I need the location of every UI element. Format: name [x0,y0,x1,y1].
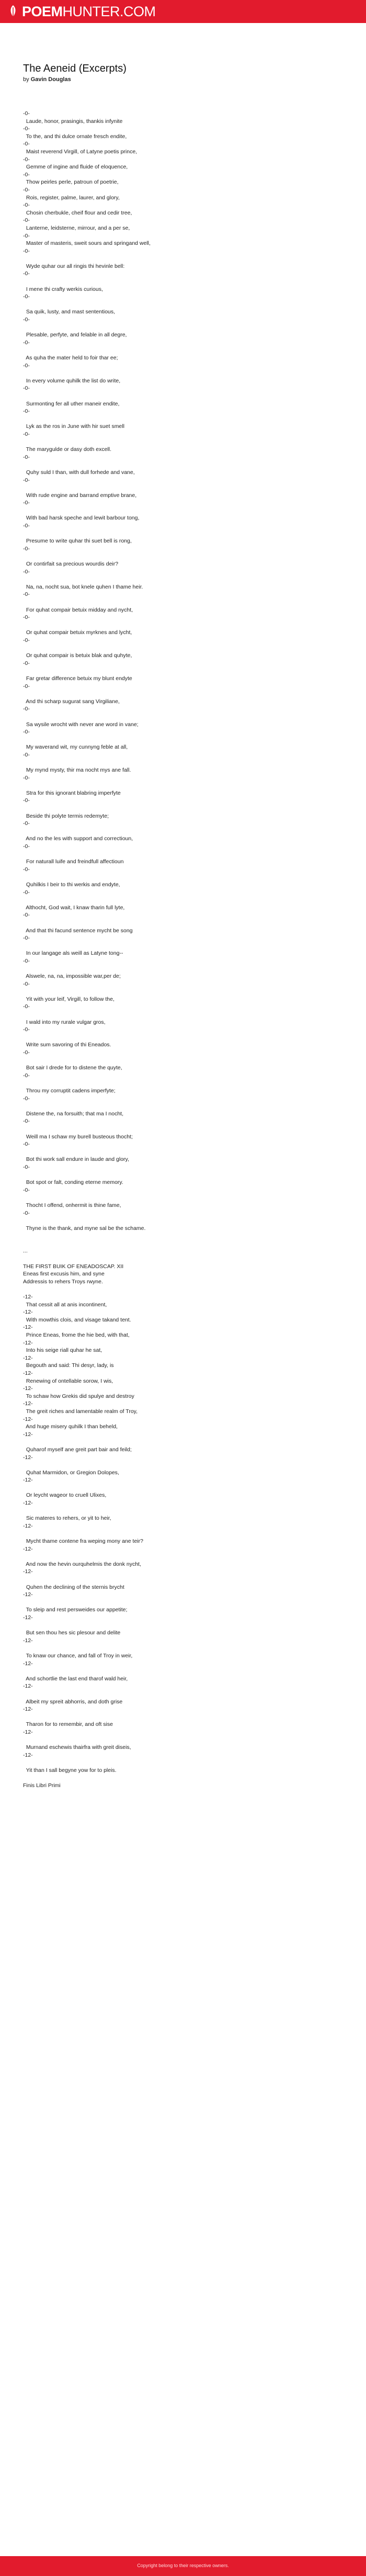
poem-line: -12- [23,1339,33,1346]
poem-line [23,484,337,492]
poem-line [23,828,337,835]
poem-line: And huge misery quhilk I than beheld, [23,1423,118,1430]
poem-line: Bot thi work sall endure in laude and glory, [23,1156,129,1163]
poem-line: Yit than I sall begyne yow for to pleis. [23,1767,117,1773]
poem-line: Quhat Marmidon, or Gregion Dolopes, [23,1469,119,1476]
poem-line [23,507,337,515]
poem-line: Addressis to rehers Troys rwyne. [23,1278,103,1285]
poem-line: -12- [23,1522,33,1529]
poem-line: -0- [23,1003,30,1010]
poem-line: And no the les with support and correctioun, [23,835,133,842]
poem-line: Write sum savoring of thi Eneados. [23,1042,111,1048]
poem-line: Throu my corruptit cadens imperfyte; [23,1088,116,1094]
poem-line: -12- [23,1477,33,1484]
poem-line: -12- [23,1614,33,1621]
poem-line: THE FIRST BUIK OF ENEADOSCAP. XII [23,1263,124,1270]
poem-line: Begouth and said: Thi desyr, lady, is [23,1362,114,1369]
poem-line [23,1102,337,1110]
poem-line: Lanterne, leidsterne, mirrour, and a per se, [23,224,130,231]
poem-line: Bot sair I drede for to distene the quyte, [23,1065,122,1071]
poem-line: For naturall luife and freindfull affectioun [23,858,124,865]
poem-line [23,622,337,629]
poem-line: -12- [23,1568,33,1575]
poem-line [23,942,337,950]
poem-line: -12- [23,1294,33,1301]
poem-line: Na, na, nocht sua, bot knele quhen I thame heir. [23,583,143,590]
poem-author-link[interactable]: Gavin Douglas [30,76,71,83]
poem-line [23,1079,337,1087]
poem-line: -0- [23,385,30,392]
poem-line: -0- [23,110,30,117]
poem-line: -0- [23,186,30,193]
poem-line: -0- [23,339,30,346]
poem-line: -0- [23,1163,30,1170]
poem-line: -0- [23,477,30,483]
poem-line: Albeit my spreit abhorris, and doth grise [23,1698,123,1705]
poem-line: Or quhat compair betuix myrknes and lycht, [23,629,132,636]
poem-line [23,851,337,858]
poem-line [23,713,337,721]
poem-line: -0- [23,1072,30,1079]
poem-line [23,1232,337,1240]
poem-line [23,965,337,973]
poem-line [23,1667,337,1675]
poem-line: Laude, honor, prasingis, thankis infynite [23,118,123,125]
poem-line [23,690,337,698]
poem-line: -0- [23,217,30,224]
logo-text-light: HUNTER.COM [62,4,156,19]
poem-line: My mynd mysty, thir ma nocht mys ane fall. [23,767,131,774]
poem-line: Alswele, na, na, impossible war,per de; [23,973,121,980]
poem-line: But sen thou hes sic plesour and delite [23,1630,121,1636]
poem-line: That cessit all at anis incontinent, [23,1301,107,1308]
poem-line: -12- [23,1637,33,1644]
poem-title: The Aeneid (Excerpts) [23,63,127,74]
poem-line [23,301,337,309]
poem-line: The marygulde or dasy doth excell. [23,446,112,453]
poem-line: Sa quik, lusty, and mast sententious, [23,309,116,315]
poem-line [23,736,337,744]
poem-line: -0- [23,523,30,529]
poem-line: -12- [23,1385,33,1392]
poem-line: In every volume quhilk the list do write, [23,377,121,384]
poem-line: Quharof myself ane greit part bair and feild; [23,1446,132,1453]
poem-line: -0- [23,706,30,713]
poem-line [23,1255,337,1263]
poem-line: Or leycht wageor to cruell Ulixes, [23,1492,107,1499]
poem-line: -0- [23,431,30,437]
poem-line: Eneas first excusis him, and syne [23,1271,105,1278]
poem-line: -0- [23,545,30,552]
poem-line: -0- [23,660,30,666]
poem-line: Surmonting fer all uther maneir endite, [23,400,120,407]
site-footer [0,2556,366,2576]
poem-line [23,415,337,423]
poem-line: -0- [23,1187,30,1193]
poem-line: -12- [23,1454,33,1461]
poem-line: Far gretar difference betuix my blunt endyte [23,675,132,682]
poem-line [23,1644,337,1652]
poem-line [23,1171,337,1179]
poem-line: As quha the mater held to foir thar ee; [23,355,118,361]
poem-line: Chosin cherbukle, cheif flour and cedir tree, [23,209,132,216]
poem-line: -12- [23,1416,33,1422]
poem-line: To knaw our chance, and fall of Troy in weir, [23,1652,133,1659]
poem-line: Althocht, God wait, I knaw tharin full lyte, [23,904,125,911]
poem-line [23,1736,337,1744]
poem-line: Quhy suld I than, with dull forhede and vane, [23,469,135,476]
poem-line: -0- [23,568,30,575]
poem-line: -0- [23,232,30,239]
poem-line: -0- [23,126,30,132]
poem-line: -0- [23,866,30,873]
poem-line: Rois, register, palme, laurer, and glory, [23,194,120,201]
poem-line: Thyne is the thank, and myne sal be the schame. [23,1225,146,1231]
poem-line [23,278,337,286]
poem-line: -0- [23,1210,30,1216]
poem-line: -0- [23,293,30,300]
poem-line: Bot spot or falt, conding eterne memory. [23,1179,123,1186]
poem-line [23,919,337,927]
poem-line: Maist reverend Virgill, of Latyne poetis prince, [23,148,138,155]
poem-line: And that thi facund sentence mycht be song [23,927,133,934]
poem-line: -0- [23,270,30,277]
poem-line [23,598,337,606]
poem-line [23,1438,337,1446]
poem-line: Thocht I offend, onhermit is thine fame, [23,1202,121,1208]
poem-line [23,759,337,766]
poem-line: -12- [23,1309,33,1316]
poem-line: Mycht thame contene fra weping mony ane teir? [23,1538,143,1545]
poem-line: -0- [23,980,30,987]
poem-line: Weill ma I schaw my burell busteous thocht; [23,1133,133,1140]
poem-line [23,1194,337,1202]
poem-line [23,1484,337,1492]
poem-line [23,530,337,538]
poem-line: -0- [23,247,30,254]
poem-line: Stra for this ignorant blabring imperfyte [23,789,121,796]
poem-line: Prince Eneas, frome the hie bed, with that, [23,1332,130,1338]
poem-line: Sa wysile wrocht with never ane word in vane; [23,721,139,728]
poem-line: -0- [23,1026,30,1033]
poem-line: Distene the, na forsuith; that ma I nocht, [23,1110,124,1117]
poem-line [23,1622,337,1630]
poem-line: With bad harsk speche and lewit barbour tong, [23,515,140,522]
poem-line: To schaw how Grekis did spulye and destroy [23,1393,134,1399]
poem-line: -0- [23,935,30,942]
poem-line: Quhilkis I beir to thi werkis and endyte, [23,881,120,888]
poem-line [23,782,337,789]
poem-line: The greit riches and lamentable realm of Troy, [23,1408,138,1415]
poem-line: Murnand eschewis thairfra with greit diseis, [23,1744,131,1751]
site-logo[interactable] [7,4,156,19]
poem-line: -12- [23,1660,33,1667]
poem-line: Into his seige riall quhar he sat, [23,1347,102,1354]
poem-line [23,1034,337,1042]
poem-line: -0- [23,591,30,598]
quill-pen-icon [7,5,19,18]
poem-line: ... [23,1248,28,1255]
poem-line: Sic materes to rehers, or yit to heir, [23,1515,111,1522]
poem-line: -0- [23,843,30,850]
poem-line: With rude engine and barrand emptive brane, [23,492,137,499]
poem-line: -0- [23,957,30,964]
poem-line [23,461,337,469]
poem-line [23,575,337,583]
poem-line: -0- [23,751,30,758]
poem-line: Yit with your leif, Virgill, to follow the, [23,996,115,1002]
poem-line: -12- [23,1354,33,1361]
poem-line: -0- [23,408,30,415]
poem-line: -0- [23,683,30,690]
poem-line [23,392,337,400]
poem-line: With mowthis clois, and visage takand tent. [23,1316,131,1323]
poem-line: -0- [23,156,30,163]
poem-line: -12- [23,1752,33,1758]
poem-line: -0- [23,729,30,736]
poem-line: I wald into my rurale vulgar gros, [23,1019,106,1025]
poem-line: -12- [23,1370,33,1376]
poem-line: -12- [23,1706,33,1713]
footer-copyright: Copyright belong to their respective owners. [137,2563,229,2568]
poem-line: In our langage als weill as Latyne tong-- [23,950,123,957]
poem-line: -0- [23,1049,30,1056]
poem-line: Quhen the declining of the sternis brycht [23,1584,124,1590]
poem-line: -0- [23,171,30,178]
poem-line: -0- [23,889,30,896]
poem-line [23,988,337,996]
poem-line: Wyde quhar our all ringis thi hevinle bell: [23,263,125,269]
poem-line: -12- [23,1431,33,1438]
poem-line [23,1125,337,1133]
poem-line [23,1057,337,1065]
poem-line: Lyk as the ros in June with hir suet smell [23,423,124,430]
poem-line [23,369,337,377]
poem-line [23,1553,337,1561]
poem-line [23,896,337,904]
poem-line: Master of masteris, sweit sours and springand well, [23,240,151,247]
poem-line [23,255,337,263]
poem-line: Or contirfait sa precious wourdis deir? [23,561,119,568]
poem-line: -0- [23,317,30,323]
poem-line: Plesable, perfyte, and felable in all degre, [23,332,127,338]
poem-line: -0- [23,1141,30,1148]
poem-line: Or quhat compair is betuix blak and quhyte, [23,652,132,659]
poem-line [23,1240,337,1248]
poem-line [23,645,337,652]
poem-line [23,1217,337,1225]
poem-line: -12- [23,1400,33,1407]
poem-line: -0- [23,141,30,148]
poem-line: -12- [23,1500,33,1507]
poem-line: My waverand wit, my cunnyng feble at all, [23,744,128,751]
poem-line [23,552,337,560]
poem-line: -0- [23,637,30,643]
poem-line: -0- [23,820,30,827]
poem-line: -0- [23,614,30,621]
poem-line: -0- [23,1095,30,1102]
poem-line: For quhat compair betuix midday and nycht, [23,606,133,613]
poem-line: -0- [23,1118,30,1125]
poem-line: Finis Libri Primi [23,1782,61,1789]
poem-line: And schortlie the last end tharof wald heir, [23,1675,128,1682]
poem-line: -0- [23,454,30,460]
logo-text [22,4,156,19]
site-header [0,0,366,23]
poem-line [23,1690,337,1698]
poem-line [23,1599,337,1607]
poem-line: I mene thi crafty werkis curious, [23,286,103,292]
poem-line: And now the hevin ourquhelmis the donk nycht, [23,1561,141,1567]
poem-byline [23,76,71,83]
poem-line: -0- [23,202,30,209]
poem-line [23,1530,337,1538]
poem-line: To the, and thi dulce ornate fresch endite, [23,133,127,140]
poem-line [23,1713,337,1721]
poem-line [23,1774,337,1782]
poem-line: Thow peirles perle, patroun of poetrie, [23,179,119,186]
poem-line: -12- [23,1545,33,1552]
poem-line [23,438,337,446]
poem-line: -12- [23,1324,33,1331]
poem-line: Gemme of ingine and fluide of eloquence, [23,164,128,171]
poem-line: Presume to write quhar thi suet bell is rong, [23,538,132,545]
poem-line [23,1759,337,1767]
poem-line [23,324,337,332]
poem-line: And thi scharp sugurat sang Virgiliane, [23,698,120,705]
poem-line: Renewing of ontellable sorow, I wis, [23,1377,113,1384]
poem-line: -12- [23,1728,33,1735]
poem-line: -0- [23,912,30,919]
poem-line [23,1285,337,1293]
poem-line [23,1011,337,1019]
poem-line: -12- [23,1591,33,1598]
poem-line: Beside thi polyte termis redemyte; [23,812,109,819]
poem-line [23,1148,337,1156]
poem-body [23,110,337,1790]
poem-line [23,1461,337,1469]
poem-line [23,667,337,675]
poem-line: -0- [23,362,30,369]
poem-line: -0- [23,500,30,506]
poem-line [23,1576,337,1584]
poem-line [23,805,337,812]
logo-text-bold: POEM [22,4,63,19]
poem-line: -12- [23,1683,33,1690]
poem-line: Tharon for to remembir, and oft sise [23,1721,113,1728]
poem-line [23,1507,337,1515]
poem-line: -0- [23,774,30,781]
poem-line [23,873,337,881]
poem-line [23,346,337,354]
poem-line: -0- [23,797,30,804]
byline-prefix: by [23,76,29,83]
poem-line: To sleip and rest persweides our appetite; [23,1607,128,1613]
